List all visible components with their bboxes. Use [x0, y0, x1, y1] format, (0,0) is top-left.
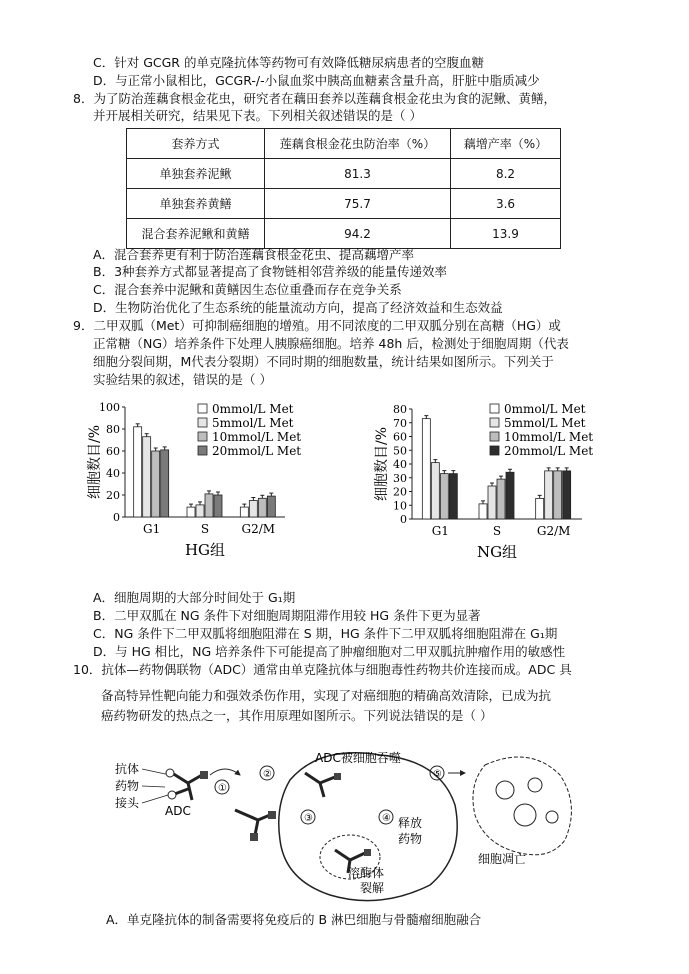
- step-5-label: ⑤: [433, 769, 442, 780]
- q9-option-d: D．与 HG 相比，NG 培养条件下可能提高了肿瘤细胞对二甲双胍抗肿瘤作用的敏感性: [93, 644, 566, 659]
- label-death: 细胞凋亡: [478, 852, 527, 866]
- q10-stem-3: 癌药物研发的热点之一，其作用原理如图所示。下列说法错误的是（ ）: [101, 708, 493, 723]
- bar: [488, 486, 496, 519]
- hg-chart: [85, 395, 325, 565]
- table-header: 藕增产率（%）: [451, 129, 561, 159]
- label-antibody: 抗体: [115, 762, 140, 776]
- bar: [449, 474, 457, 519]
- legend-label: 20mmol/L Met: [504, 444, 594, 458]
- label-lyso1: 溶酶体: [348, 866, 385, 880]
- bar: [143, 437, 151, 517]
- option-d-prev: D．与正常小鼠相比，GCGR-/-小鼠血浆中胰高血糖素含量升高，肝脏中脂质减少: [93, 73, 540, 88]
- legend-swatch: [490, 418, 499, 427]
- q9-stem-3: 细胞分裂间期，M代表分裂期）不同时期的细胞数量，统计结果如图所示。下列关于: [93, 354, 554, 369]
- y-tick-label: 50: [393, 444, 407, 458]
- q8-stem-1: 8．为了防治莲藕食根金花虫，研究者在藕田套养以莲藕食根金花虫为食的泥鳅、黄鳝，: [73, 91, 556, 106]
- y-tick-label: 60: [106, 445, 120, 458]
- adc-bound-icon: [235, 810, 276, 841]
- adc-molecule-icon: [166, 769, 208, 800]
- x-tick-label: G2/M: [241, 522, 276, 536]
- bar: [479, 504, 487, 519]
- label-drug: 药物: [115, 779, 140, 793]
- table-header: 莲藕食根金花虫防治率（%）: [265, 129, 451, 159]
- table-cell: 3.6: [451, 189, 561, 219]
- legend-label: 10mmol/L Met: [212, 430, 302, 444]
- table-row: [127, 189, 561, 219]
- x-tick-label: G1: [431, 524, 449, 538]
- q9-stem-2: 正常糖（NG）培养条件下处理人胰腺癌细胞。培养 48h 后，检测处于细胞周期（代表: [93, 336, 569, 351]
- step-1-label: ①: [218, 783, 227, 794]
- legend-label: 0mmol/L Met: [212, 402, 294, 416]
- q8-stem-2: 并开展相关研究，结果见下表。下列相关叙述错误的是（ ）: [93, 108, 422, 123]
- table-cell: 94.2: [265, 219, 451, 249]
- step-4-label: ④: [382, 813, 391, 824]
- legend-label: 5mmol/L Met: [212, 416, 294, 430]
- label-release1: 释放: [398, 816, 423, 830]
- legend-label: 20mmol/L Met: [212, 444, 302, 458]
- q9-option-b: B．二甲双胍在 NG 条件下对细胞周期阻滞作用较 HG 条件下更为显著: [93, 608, 481, 623]
- table-cell: 单独套养黄鳝: [127, 189, 265, 219]
- q9-stem-1: 9．二甲双胍（Met）可抑制癌细胞的增殖。用不同浓度的二甲双胍分别在高糖（HG）或: [73, 318, 561, 333]
- x-tick-label: S: [200, 522, 210, 536]
- legend-swatch: [490, 446, 499, 455]
- table-cell: 8.2: [451, 159, 561, 189]
- y-tick-label: 80: [106, 423, 120, 436]
- table-header: 套养方式: [127, 129, 265, 159]
- q10-stem-1: 10．抗体—药物偶联物（ADC）通常由单克隆抗体与细胞毒性药物共价连接而成。ADC 具: [73, 662, 572, 677]
- table-cell: 13.9: [451, 219, 561, 249]
- bar: [196, 505, 204, 517]
- bar: [161, 450, 169, 517]
- bar: [249, 501, 257, 518]
- y-axis-label: 细胞数目/%: [87, 424, 103, 500]
- label-adc: ADC: [165, 804, 191, 818]
- y-tick-label: 30: [393, 471, 407, 485]
- y-axis-label: 细胞数目/%: [374, 426, 390, 502]
- legend-swatch: [198, 404, 207, 413]
- legend-label: 10mmol/L Met: [504, 430, 594, 444]
- q8-table: [126, 128, 561, 249]
- x-tick-label: S: [492, 524, 502, 538]
- legend-label: 5mmol/L Met: [504, 416, 586, 430]
- ng-chart: [372, 395, 622, 570]
- legend-swatch: [198, 418, 207, 427]
- q9-option-c: C．NG 条件下二甲双胍将细胞阻滞在 S 期，HG 条件下二甲双胍将细胞阻滞在 G₁期: [93, 626, 558, 641]
- label-lyso2: 裂解: [360, 881, 385, 895]
- y-tick-label: 70: [393, 416, 407, 430]
- table-row: [127, 219, 561, 249]
- q8-option-a: A．混合套养更有利于防治莲藕食根金花虫、提高藕增产率: [93, 247, 415, 262]
- q8-option-b: B．3种套养方式都显著提高了食物链相邻营养级的能量传递效率: [93, 264, 448, 279]
- table-cell: 单独套养泥鳅: [127, 159, 265, 189]
- bar: [431, 463, 439, 519]
- table-cell: 81.3: [265, 159, 451, 189]
- y-tick-label: 0: [113, 511, 120, 524]
- bar: [536, 498, 544, 519]
- q8-option-d: D．生物防治优化了生态系统的能量流动方向，提高了经济效益和生态效益: [93, 300, 503, 315]
- bar: [152, 451, 160, 517]
- bar: [563, 471, 571, 519]
- step-2-label: ②: [263, 769, 272, 780]
- label-release2: 药物: [398, 832, 423, 846]
- bar: [506, 472, 514, 519]
- y-tick-label: 80: [393, 403, 407, 416]
- y-tick-label: 40: [106, 467, 120, 480]
- y-tick-label: 20: [106, 489, 120, 502]
- label-engulfed: ADC被细胞吞噬: [315, 751, 401, 765]
- y-tick-label: 20: [393, 485, 407, 499]
- chart-title: HG组: [184, 541, 226, 559]
- legend-label: 0mmol/L Met: [504, 402, 586, 416]
- y-tick-label: 60: [393, 430, 407, 444]
- bar: [422, 419, 430, 519]
- bar: [134, 427, 142, 517]
- legend-swatch: [490, 404, 499, 413]
- q9-option-a: A．细胞周期的大部分时间处于 G₁期: [93, 590, 296, 605]
- table-cell: 混合套养泥鳅和黄鳝: [127, 219, 265, 249]
- bar: [258, 498, 266, 517]
- adc-diagram: [110, 745, 580, 905]
- bar: [214, 495, 222, 517]
- x-tick-label: G2/M: [536, 524, 571, 538]
- bar: [267, 496, 275, 517]
- q10-option-a: A．单克隆抗体的制备需要将免疫后的 B 淋巴细胞与骨髓瘤细胞融合: [106, 912, 482, 927]
- legend-swatch: [490, 432, 499, 441]
- y-tick-label: 100: [99, 401, 120, 414]
- y-tick-label: 10: [393, 499, 407, 513]
- step-3-label: ③: [304, 813, 313, 824]
- table-row: [127, 159, 561, 189]
- q8-option-c: C．混合套养中泥鳅和黄鳝因生态位重叠而存在竞争关系: [93, 282, 402, 297]
- chart-title: NG组: [476, 543, 518, 561]
- bar: [497, 479, 505, 519]
- legend-swatch: [198, 446, 207, 455]
- y-tick-label: 40: [393, 458, 407, 471]
- label-linker: 接头: [115, 796, 140, 810]
- bar: [205, 494, 213, 517]
- bar: [187, 507, 195, 517]
- table-header-row: [127, 129, 561, 159]
- table-cell: 75.7: [265, 189, 451, 219]
- bar: [545, 471, 553, 519]
- q10-stem-2: 备高特异性靶向能力和强效杀伤作用，实现了对癌细胞的精确高效清除，已成为抗: [101, 688, 552, 703]
- legend-swatch: [198, 432, 207, 441]
- bar: [554, 471, 562, 519]
- q9-stem-4: 实验结果的叙述，错误的是（ ）: [93, 372, 272, 387]
- bar: [440, 474, 448, 519]
- x-tick-label: G1: [143, 522, 161, 536]
- option-c-prev: C．针对 GCGR 的单克隆抗体等药物可有效降低糖尿病患者的空腹血糖: [93, 55, 484, 70]
- y-tick-label: 0: [400, 513, 407, 526]
- bar: [240, 507, 248, 517]
